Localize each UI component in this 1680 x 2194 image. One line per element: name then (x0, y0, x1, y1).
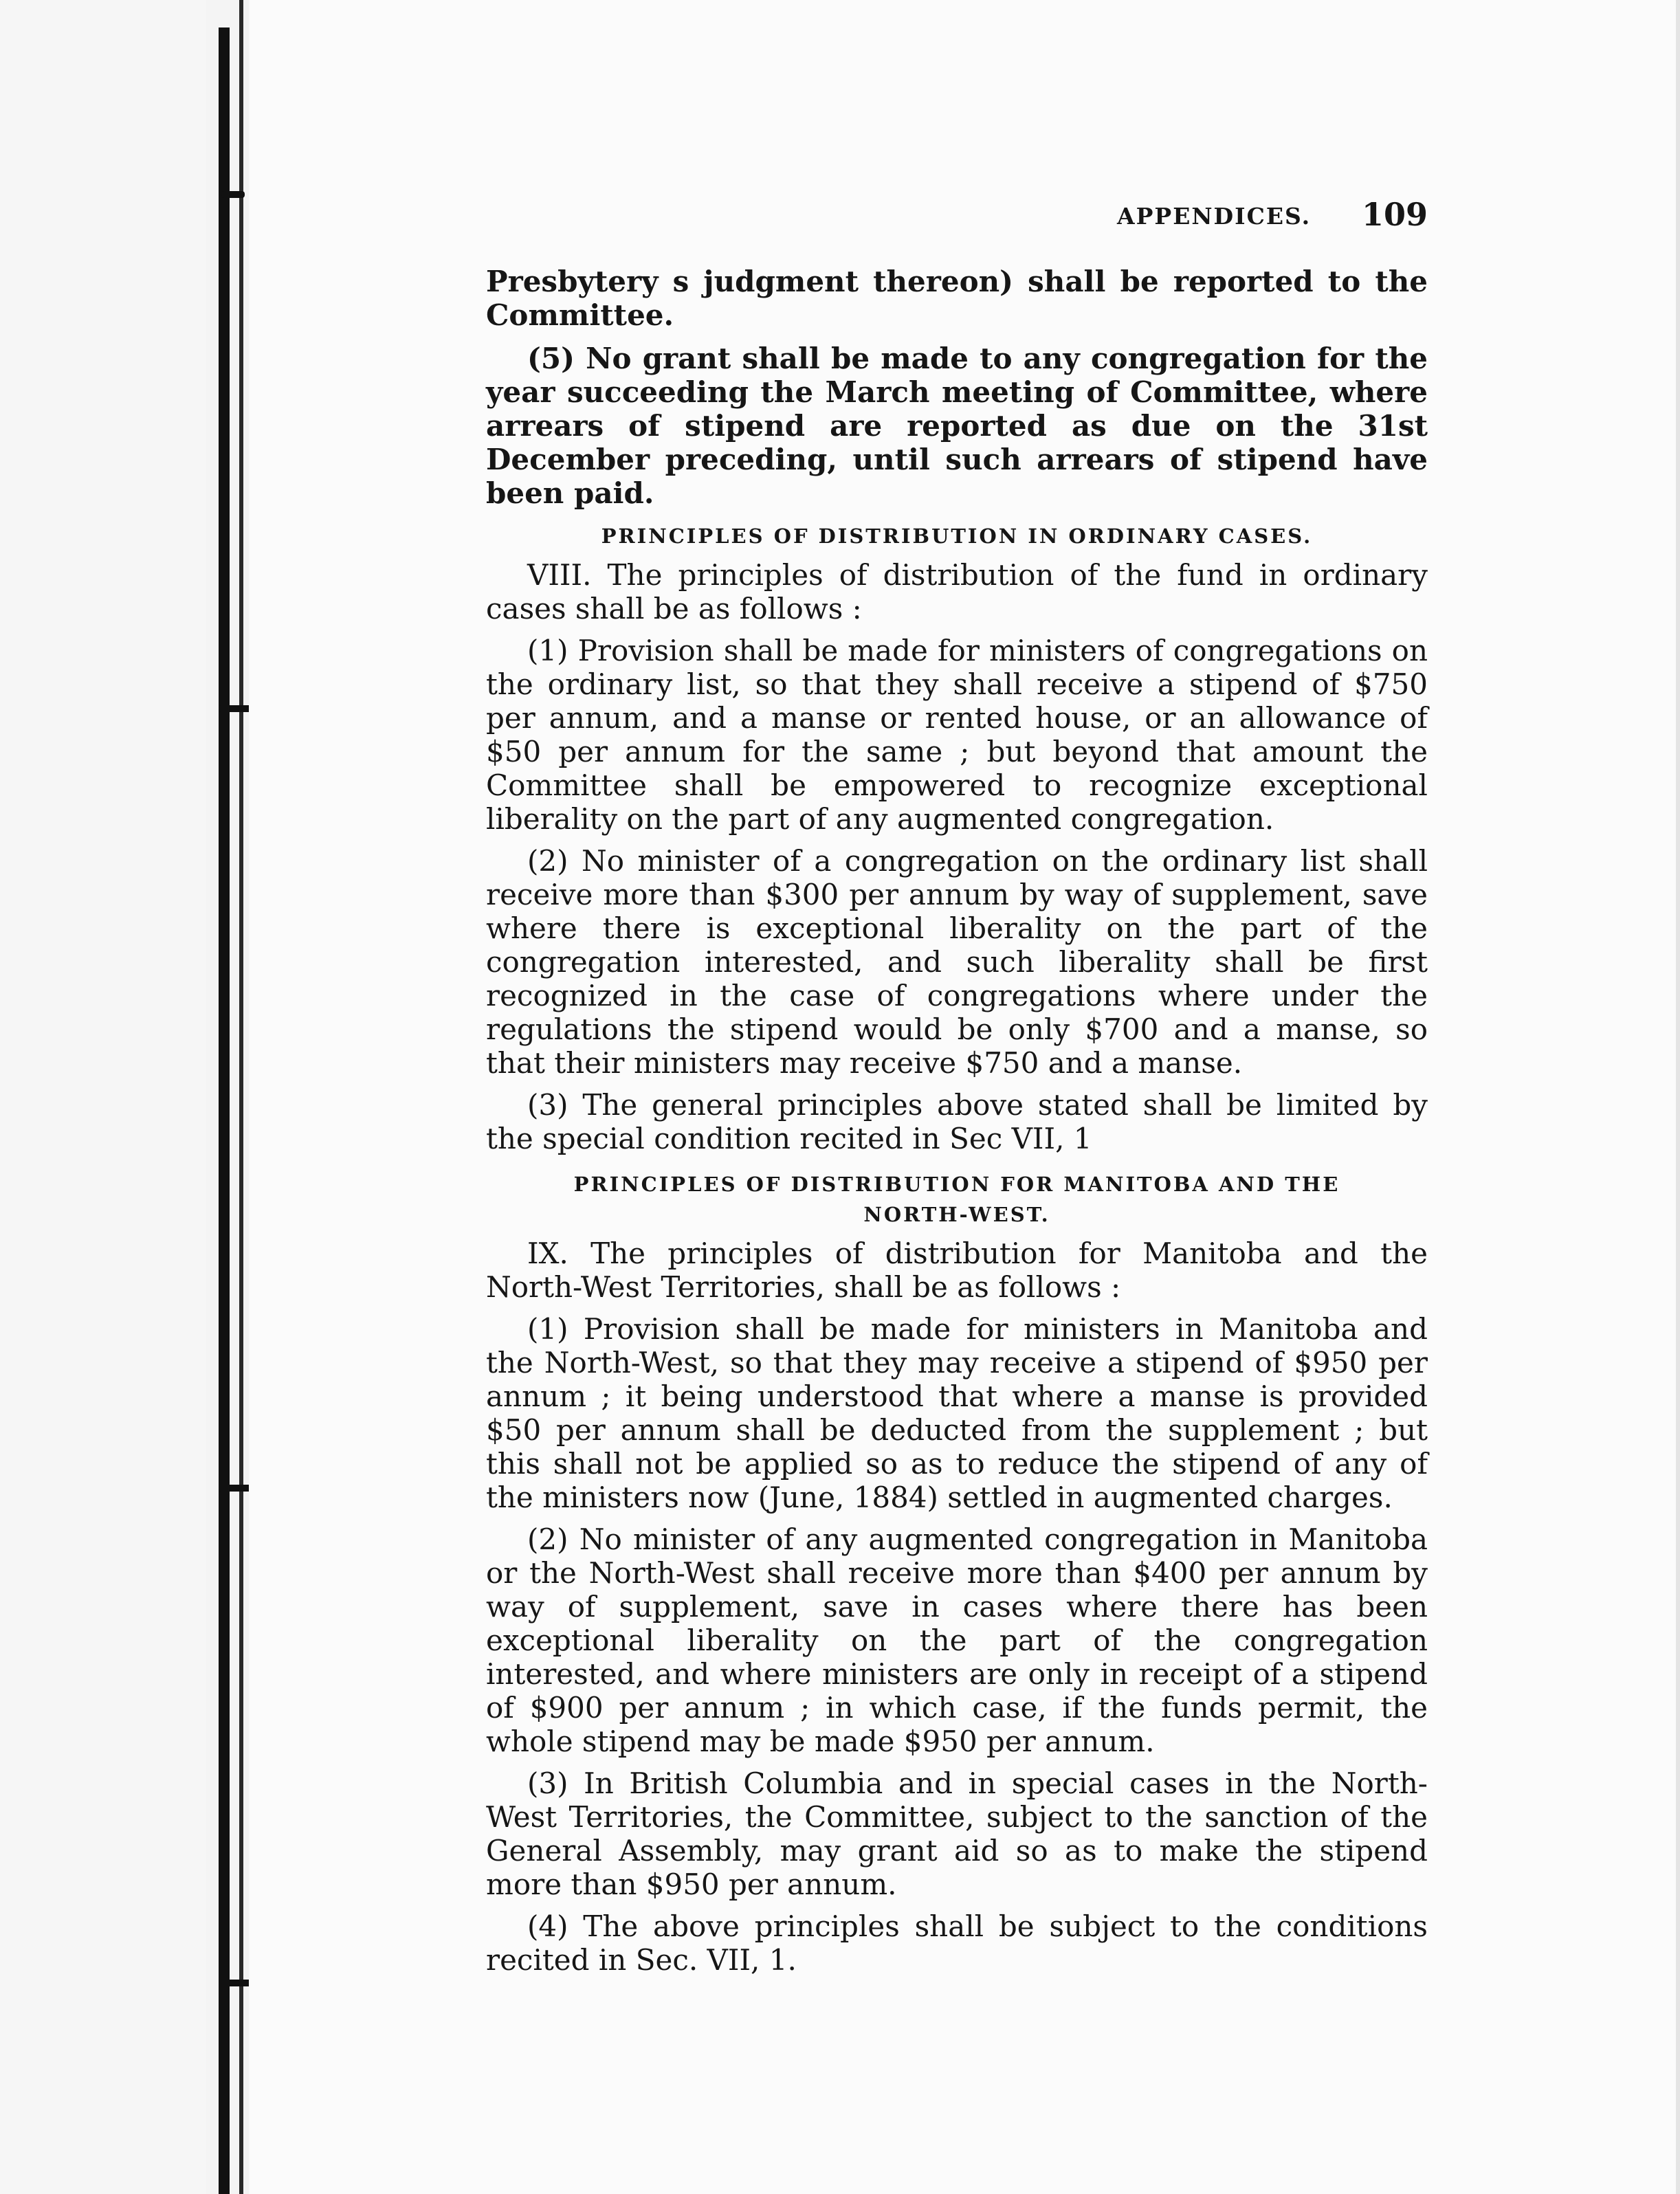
paragraph-ix-4: (4) The above principles shall be subject to the conditions recited in Sec. VII, 1. (486, 1909, 1428, 1977)
paragraph-5: (5) No grant shall be made to any congregation for the year succeeding the March meeting of Committee, where arrears of stipend are reported as due on the 31st December preceding, until such arrears of stipend have been paid. (486, 342, 1428, 510)
paragraph-viii-1: (1) Provision shall be made for ministers of congregations on the ordinary list, so that they shall receive a stipend of $750 per annum, and a manse or rented house, or an allowance of $50 per annum for the same ; but beyond that amount the Committee shall be empowered to recognize exceptional liberality on the part of any augmented congregation. (486, 634, 1428, 836)
paragraph-viii-2: (2) No minister of a congregation on the ordinary list shall receive more than $300 per annum by way of supplement, save where there is exceptional liberality on the part of the congregation interested, and such liberality shall be first recognized in the case of congregations where under the regulations the stipend would be only $700 and a manse, so that their ministers may receive $750 and a manse. (486, 844, 1428, 1080)
binding-stitch (219, 705, 252, 712)
running-head: APPENDICES. (1117, 203, 1312, 230)
binding-gutter-line (239, 0, 243, 2194)
paragraph-ix-3: (3) In British Columbia and in special cases in the North-West Territories, the Committee, subject to the sanction of the General Assembly, may grant aid so as to make the stipend more than $950 per annum. (486, 1766, 1428, 1901)
binding-stitch (221, 191, 245, 198)
binding-stitch (219, 1485, 252, 1492)
paragraph-viii-3: (3) The general principles above stated shall be limited by the special condition recited in Sec VII, 1 (486, 1088, 1428, 1155)
page-header (486, 196, 1428, 237)
paragraph-ix: IX. The principles of distribution for Manitoba and the North-West Territories, shall be as follows : (486, 1237, 1428, 1304)
paragraph-continued: Presbytery s judgment thereon) shall be reported to the Committee. (486, 265, 1428, 332)
page-number: 109 (1361, 196, 1428, 233)
facing-page-edge (0, 0, 206, 2194)
paragraph-viii: VIII. The principles of distribution of the fund in ordinary cases shall be as follows : (486, 558, 1428, 625)
binding-gutter (219, 27, 230, 2194)
paragraph-ix-2: (2) No minister of any augmented congregation in Manitoba or the North-West shall receive more than $400 per annum by way of supplement, save in cases where there has been exceptional liberality on the part of the congregation interested, and where ministers are only in receipt of a stipend of $900 per annum ; in which case, if the funds permit, the whole stipend may be made $950 per annum. (486, 1522, 1428, 1758)
book-page (249, 0, 1680, 2194)
paragraph-ix-1: (1) Provision shall be made for ministers in Manitoba and the North-West, so that they may receive a stipend of $950 per annum ; it being understood that where a manse is provided $50 per annum shall be deducted from the supplement ; but this shall not be applied so as to reduce the stipend of any of the ministers now (June, 1884) settled in augmented charges. (486, 1312, 1428, 1514)
section-heading-manitoba: PRINCIPLES OF DISTRIBUTION FOR MANITOBA AND THE NORTH-WEST. (573, 1173, 1340, 1226)
body-text (486, 265, 1428, 1977)
section-heading-ordinary: PRINCIPLES OF DISTRIBUTION IN ORDINARY CASES. (601, 524, 1313, 548)
page-edge (1676, 0, 1680, 2194)
